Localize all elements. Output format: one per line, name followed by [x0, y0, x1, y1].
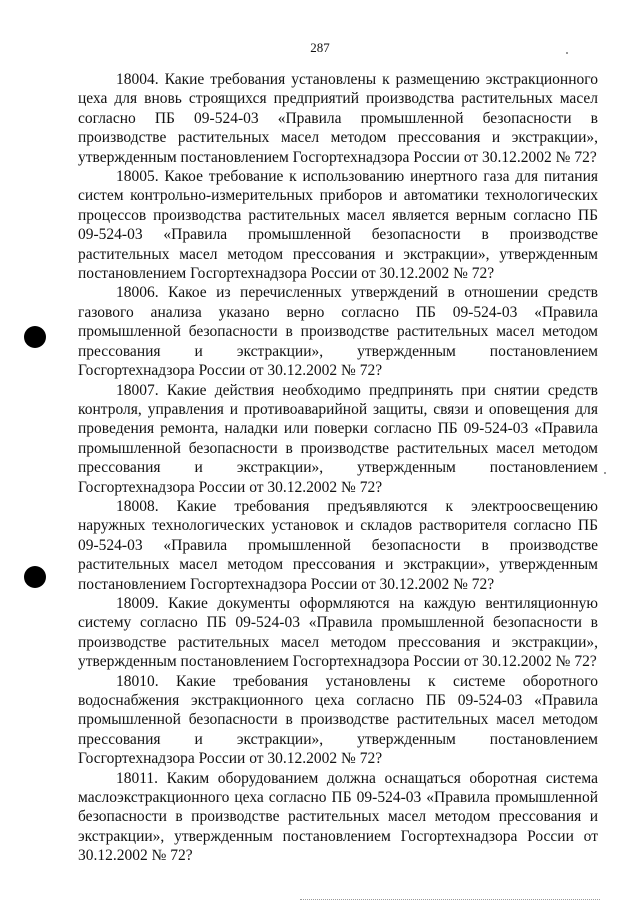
- scan-edge-dots: [300, 899, 600, 902]
- question-18010: 18010. Какие требования установлены к системе оборотного водоснабжения экстракционного цеха согласно ПБ 09-524-03 «Правила промышленной безопасности в производстве растительных масел методом прессования и экстракции», утвержденным постановлением Госгортехнадзора России от 30.12.2002 № 72?: [78, 672, 598, 768]
- punch-hole-mark: [24, 566, 46, 588]
- question-18004: 18004. Какие требования установлены к размещению экстракционного цеха для вновь строящихся предприятий производства растительных масел согласно ПБ 09-524-03 «Правила промышленной безопасности в производстве растительных масел методом прессования и экстракции», утвержденным постановлением Госгортехнадзора России от 30.12.2002 № 72?: [78, 71, 598, 166]
- question-18007: 18007. Какие действия необходимо предпринять при снятии средств контроля, управления и противоаварийной защиты, связи и оповещения для проведения ремонта, наладки или поверки согласно ПБ 09-524-03 «Правила промышленной безопасности в производстве растительных масел методом прессования и экстракции», утвержденным постановлением Госгортехнадзора России от 30.12.2002 № 72?: [78, 381, 598, 496]
- question-18005: 18005. Какое требование к использованию инертного газа для питания систем контрольно-измерительных приборов и автоматики технологических процессов производства растительных масел является верным согласно ПБ 09-524-03 «Правила промышленной безопасности в производстве растительных масел методом прессования и экстракции», утвержденным постановлением Госгортехнадзора России от 30.12.2002 № 72?: [78, 168, 598, 283]
- scan-speck: [604, 472, 606, 474]
- page-number: 287: [310, 40, 330, 55]
- scan-speck: [566, 52, 568, 54]
- punch-hole-mark: [24, 326, 46, 348]
- question-18008: 18008. Какие требования предъявляются к электроосвещению наружных технологических установок и складов растворителя согласно ПБ 09-524-03 «Правила промышленной безопасности в производстве растительных масел методом прессования и экстракции», утвержденным постановлением Госгортехнадзора России от 30.12.2002 № 72?: [78, 497, 598, 593]
- question-18009: 18009. Какие документы оформляются на каждую вентиляционную систему согласно ПБ 09-524-03 «Правила промышленной безопасности в производстве растительных масел методом прессования и экстракции», утвержденным постановлением Госгортехнадзора России от 30.12.2002 № 72?: [78, 594, 598, 671]
- question-18011: 18011. Каким оборудованием должна оснащаться оборотная система маслоэкстракционного цеха согласно ПБ 09-524-03 «Правила промышленной безопасности в производстве растительных масел методом прессования и экстракции», утвержденным постановлением Госгортехнадзора России от 30.12.2002 № 72?: [78, 769, 598, 865]
- question-list: [78, 70, 598, 866]
- question-18006: 18006. Какое из перечисленных утверждений в отношении средств газового анализа указано верно согласно ПБ 09-524-03 «Правила промышленной безопасности в производстве растительных масел методом прессования и экстракции», утвержденным постановлением Госгортехнадзора России от 30.12.2002 № 72?: [78, 284, 598, 380]
